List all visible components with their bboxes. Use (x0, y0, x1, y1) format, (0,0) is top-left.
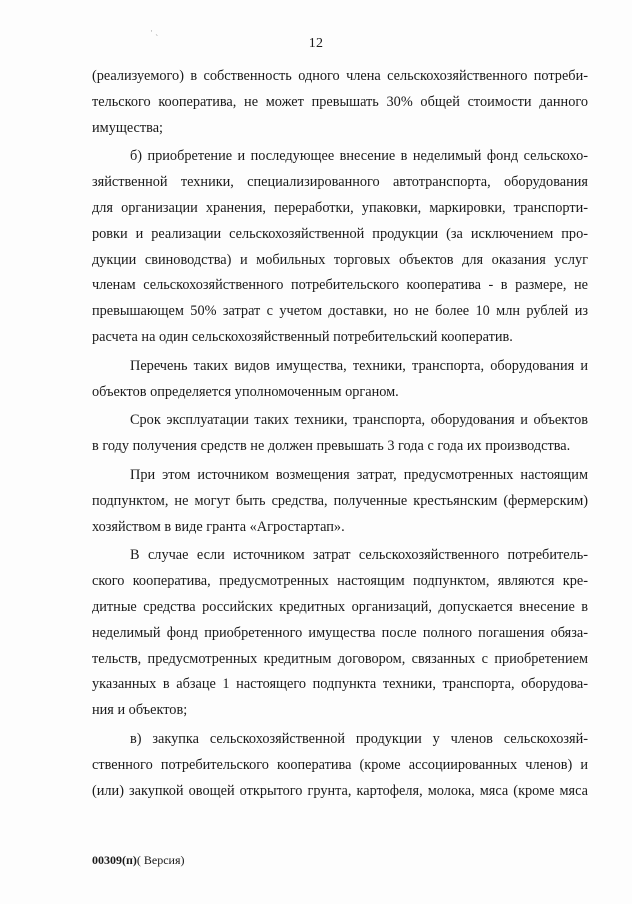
document-version: ( Версия) (136, 853, 185, 867)
paragraph (92, 354, 588, 406)
text-line: Срок эксплуатации таких техники, транспорта, оборудования и объектов (130, 412, 588, 429)
text-line: имущества; (92, 119, 164, 136)
text-line: объектов определяется уполномоченным органом. (92, 383, 399, 400)
text-line: тельств, предусмотренных кредитным договором, связанных с приобретением (92, 650, 588, 667)
page-number: 12 (308, 36, 324, 51)
text-line: ровки и реализации сельскохозяйственной продукции (за исключением про- (92, 225, 588, 242)
text-line: хозяйством в виде гранта «Агростартап». (92, 518, 345, 535)
paragraph (92, 144, 588, 350)
text-line: дукции свиноводства) и мобильных торговых объектов для оказания услуг (92, 251, 588, 268)
text-line: дитные средства российских кредитных организаций, допускается внесение в (92, 598, 588, 615)
document-id: 00309(п) (92, 853, 137, 867)
text-line: ния и объектов; (92, 702, 188, 719)
paragraph (92, 64, 588, 141)
paragraph (92, 408, 588, 460)
text-line: расчета на один сельскохозяйственный потребительский кооператив. (92, 328, 513, 345)
scan-artifact-mark: · ˎ (150, 26, 159, 36)
text-line: неделимый фонд приобретенного имущества после полного погашения обяза- (92, 624, 588, 641)
text-line: членам сельскохозяйственного потребительского кооператива - в размере, не (92, 277, 588, 294)
paragraph (92, 543, 588, 724)
text-line: для организации хранения, переработки, упаковки, маркировки, транспорти- (92, 199, 588, 216)
text-line: зяйственной техники, специализированного автотранспорта, оборудования (92, 174, 588, 191)
paragraph (92, 463, 588, 540)
text-line: в году получения средств не должен превышать 3 года с года их производства. (92, 438, 571, 455)
text-line: б) приобретение и последующее внесение в неделимый фонд сельскохо- (130, 148, 588, 165)
text-line: (или) закупкой овощей открытого грунта, картофеля, молока, мяса (кроме мяса (92, 782, 588, 799)
text-line: превышающем 50% затрат с учетом доставки, но не более 10 млн рублей из (92, 303, 588, 320)
document-footer (92, 853, 185, 868)
text-line: ского кооператива, предусмотренных настоящим подпунктом, являются кре- (92, 573, 588, 590)
text-line: (реализуемого) в собственность одного члена сельскохозяйственного потреби- (92, 68, 588, 84)
text-line: указанных в абзаце 1 настоящего подпункта техники, транспорта, оборудова- (92, 676, 588, 693)
paragraph (92, 727, 588, 804)
document-body (92, 64, 588, 804)
text-line: В случае если источником затрат сельскохозяйственного потребитель- (130, 547, 588, 564)
text-line: подпунктом, не могут быть средства, полученные крестьянским (фермерским) (92, 492, 588, 509)
text-line: в) закупка сельскохозяйственной продукции у членов сельскохозяй- (130, 730, 588, 747)
text-line: тельского кооператива, не может превышать 30% общей стоимости данного (92, 93, 588, 110)
text-line: Перечень таких видов имущества, техники, транспорта, оборудования и (130, 357, 588, 374)
text-line: При этом источником возмещения затрат, предусмотренных настоящим (130, 466, 588, 483)
text-line: ственного потребительского кооператива (кроме ассоциированных членов) и (92, 756, 588, 773)
